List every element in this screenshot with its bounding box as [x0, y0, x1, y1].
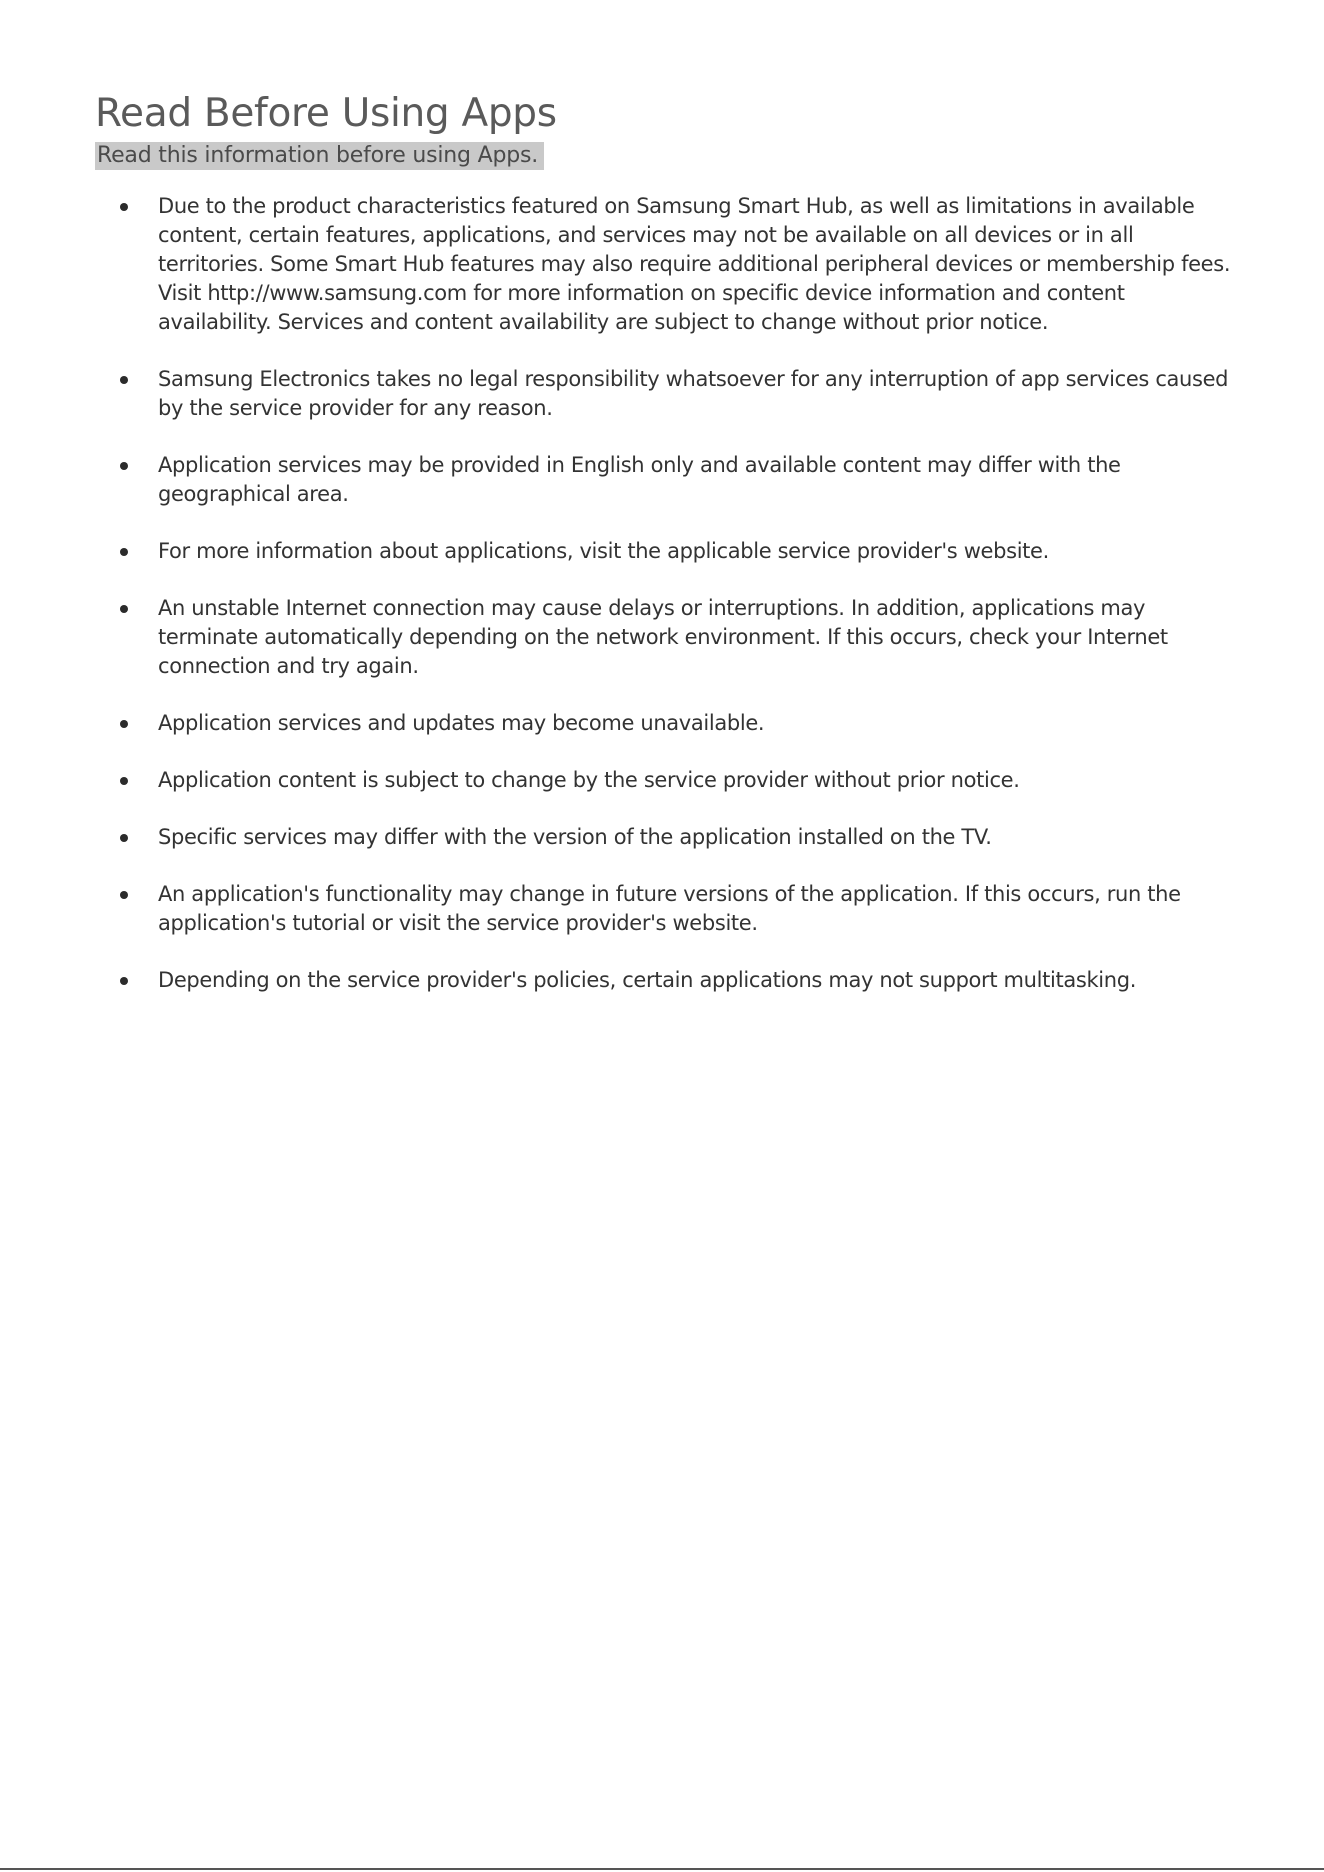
list-item [95, 365, 1235, 423]
bullet-icon [120, 376, 128, 384]
list-item [95, 966, 1235, 995]
bullet-icon [120, 605, 128, 613]
list-item [95, 766, 1235, 795]
list-item-text: Samsung Electronics takes no legal responsibility whatsoever for any interruption of app services caused by the service provider for any reason. [158, 367, 1229, 420]
list-item-text: Depending on the service provider's policies, certain applications may not support multitasking. [158, 968, 1137, 992]
bullet-icon [120, 777, 128, 785]
bullet-icon [120, 977, 128, 985]
bullet-list [95, 192, 1235, 1023]
list-item-text: Application services and updates may become unavailable. [158, 711, 765, 735]
list-item-text: An application's functionality may change in future versions of the application. If this occurs, run the application's tutorial or visit the service provider's website. [158, 882, 1181, 935]
list-item [95, 451, 1235, 509]
bullet-icon [120, 203, 128, 211]
bullet-icon [120, 462, 128, 470]
bullet-icon [120, 720, 128, 728]
list-item [95, 823, 1235, 852]
list-item-text: For more information about applications, visit the applicable service provider's website. [158, 539, 1049, 563]
page-title: Read Before Using Apps [95, 91, 557, 136]
list-item [95, 192, 1235, 337]
list-item-text: Specific services may differ with the version of the application installed on the TV. [158, 825, 992, 849]
list-item-text: Application services may be provided in English only and available content may differ with the geographical area. [158, 453, 1121, 506]
page-bottom-rule [0, 1868, 1324, 1870]
list-item [95, 880, 1235, 938]
bullet-icon [120, 548, 128, 556]
list-item-text: Application content is subject to change by the service provider without prior notice. [158, 768, 1020, 792]
list-item [95, 709, 1235, 738]
list-item [95, 537, 1235, 566]
list-item [95, 594, 1235, 681]
bullet-icon [120, 891, 128, 899]
list-item-text: An unstable Internet connection may cause delays or interruptions. In addition, applications may terminate automatically depending on the network environment. If this occurs, check your Internet connection and try again. [158, 596, 1168, 678]
page-subtitle-highlight: Read this information before using Apps. [95, 142, 544, 170]
list-item-text: Due to the product characteristics featured on Samsung Smart Hub, as well as limitations in available content, certain features, applications, and services may not be available on all devices or in all territories. Some Smart Hub features may also require additional peripheral devices or membership fees. Visit http://www.samsung.com for more information on specific device information and content availability. Services and content availability are subject to change without prior notice. [158, 194, 1231, 334]
bullet-icon [120, 834, 128, 842]
